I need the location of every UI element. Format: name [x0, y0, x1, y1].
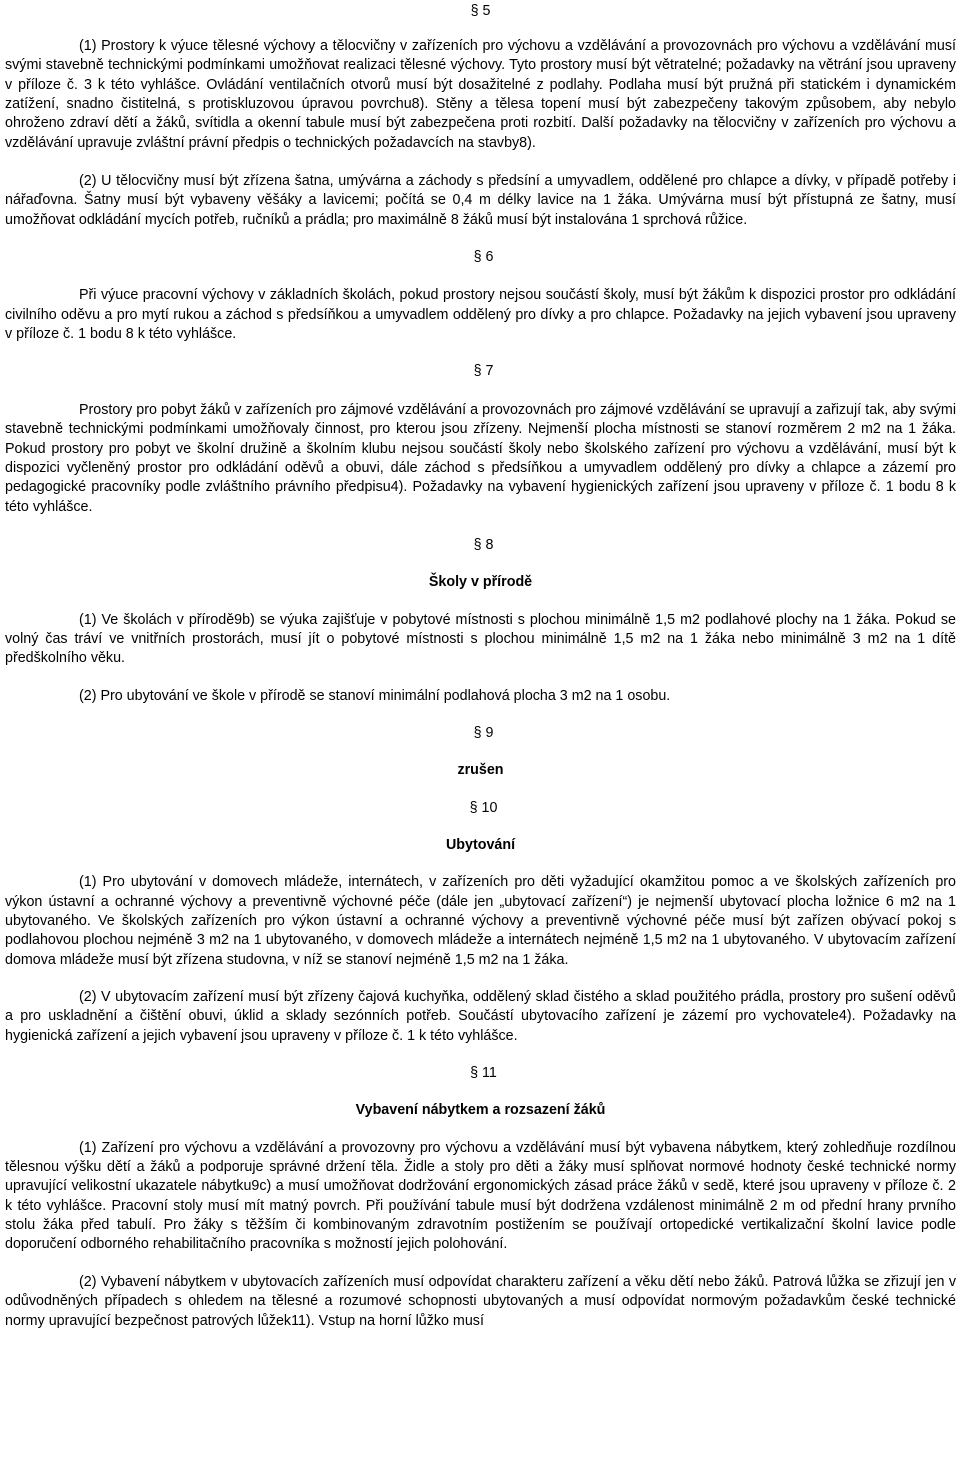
section-5: [5, 0, 956, 230]
section-6: [5, 248, 956, 344]
section-heading: § 6: [473, 249, 494, 266]
paragraph: (1) Pro ubytování v domovech mládeže, internátech, v zařízeních pro děti vyžadující okamžitou pomoc a ve školských zařízeních pro výkon ústavní a ochranné výchovy a preventivně výchovné péče (dále jen „ubytovací zařízení“) je nejmenší ubytovací plocha ložnice 6 m2 na 1 ubytovaného. Ve školských zařízeních pro výkon ústavní a ochranné výchovy a preventivně výchovné péče musí být zařízen obývací pokoj s podlahovou plochou nejméně 3 m2 na 1 ubytovaného, v domovech mládeže a internátech nejméně 1,5 m2 na 1 ubytovaného. V ubytovacím zařízení domova mládeže musí být zřízena studovna, v níž se stanoví nejméně 1,5 m2 na 1 žáka.: [5, 874, 956, 968]
section-10: [5, 799, 956, 1046]
section-title: Školy v přírodě: [428, 574, 533, 591]
section-heading: § 7: [473, 363, 494, 380]
section-title: Vybavení nábytkem a rozsazení žáků: [355, 1102, 606, 1119]
document-page: [5, 0, 956, 1331]
paragraph: Při výuce pracovní výchovy v základních školách, pokud prostory nejsou součástí školy, musí být žákům k dispozici prostor pro odkládání civilního oděvu a pro mytí rukou a záchod s předsíňkou a umyvadlem oddělený pro dívky a pro chlapce. Požadavky na jejich vybavení jsou upraveny v příloze č. 1 bodu 8 k této vyhlášce.: [5, 287, 956, 343]
section-heading: § 10: [469, 799, 498, 816]
section-8: [5, 536, 956, 706]
paragraph: (2) V ubytovacím zařízení musí být zřízeny čajová kuchyňka, oddělený sklad čistého a sklad použitého prádla, prostory pro sušení oděvů a pro uskladnění a čištění obuvi, úklid a sklady sezónních potřeb. Součástí ubytovacího zařízení je zázemí pro vychovatele4). Požadavky na hygienická zařízení a jejich vybavení jsou upraveny v příloze č. 1 k této vyhlášce.: [5, 989, 956, 1044]
paragraph: (2) U tělocvičny musí být zřízena šatna, umývárna a záchody s předsíní a umyvadlem, oddělené pro chlapce a dívky, v případě potřeby i nářaďovna. Šatny musí být vybaveny věšáky a lavicemi; počítá se 0,4 m délky lavice na 1 žáka. Umývárna musí být přístupná ze šatny, musí umožňovat odkládání mycích potřeb, ručníků a prádla; pro maximálně 8 žáků musí být instalována 1 sprchová růžice.: [5, 173, 956, 228]
paragraph: Prostory pro pobyt žáků v zařízeních pro zájmové vzdělávání a provozovnách pro zájmové vzdělávání se upravují a zařizují tak, aby svými stavebně technickými podmínkami umožňovaly činnost, pro kterou jsou zřízeny. Nejmenší plocha místnosti se stanoví rozměrem 2 m2 na 1 žáka. Pokud prostory pro pobyt ve školní družině a školním klubu nejsou součástí školy nebo školského zařízení pro výchovu a vzdělávání, musí být k dispozici vyčleněný prostor pro odkládání oděvů a obuvi, dále záchod s předsíňkou a umyvadlem oddělený pro dívky a chlapce a zázemí pro pedagogické pracovníky podle zvláštního právního předpisu4). Požadavky na vybavení hygienických zařízení jsou upraveny v příloze č. 1 bodu 8 k této vyhlášce.: [5, 401, 956, 515]
paragraph: (1) Prostory k výuce tělesné výchovy a tělocvičny v zařízeních pro výchovu a vzdělávání a provozovnách pro výchovu a vzdělávání musí svými stavebně technickými podmínkami umožňovat realizaci tělesné výchovy. Tyto prostory musí být větratelné; požadavky na větrání jsou upraveny v příloze č. 3 k této vyhlášce. Ovládání ventilačních otvorů musí být dosažitelné z podlahy. Podlaha musí být pružná při statickém i dynamickém zatížení, snadno čistitelná, s protiskluzovou úpravou povrchu8). Stěny a tělesa topení musí být zabezpečeny takovým způsobem, aby nebylo ohroženo zdraví dětí a žáků, svítidla a okenní tabule musí být zabezpečena proti rozbití. Další požadavky na tělocvičny v zařízeních pro výchovu a vzdělávání upravuje zvláštní právní předpis o technických požadavcích na stavby8).: [5, 38, 956, 151]
paragraph: (1) Zařízení pro výchovu a vzdělávání a provozovny pro výchovu a vzdělávání musí být vybavena nábytkem, který zohledňuje rozdílnou tělesnou výšku dětí a žáků a podporuje správné držení těla. Židle a stoly pro děti a žáky musí splňovat normové hodnoty české technické normy upravující velikostní ukazatele nábytku9c) a musí umožňovat dodržování ergonomických zásad práce žáků v sedě, které jsou upraveny v příloze č. 2 k této vyhlášce. Pracovní stoly musí mít matný povrch. Při používání tabule musí být dodržena vzdálenost minimálně 2 m od přední hrany prvního stolu žáka před tabulí. Pro žáky s těžším či kombinovaným zdravotním postižením se používají ortopedické vertikalizační školní lavice podle doporučení odborného rehabilitačního pracovníka s možností jejich polohování.: [5, 1139, 956, 1253]
section-title: zrušen: [457, 762, 504, 779]
section-heading: § 8: [473, 536, 494, 553]
section-title: Ubytování: [445, 836, 516, 853]
section-9: [5, 724, 956, 781]
section-heading: § 5: [470, 3, 491, 19]
paragraph: (1) Ve školách v přírodě9b) se výuka zajišťuje v pobytové místnosti s plochou minimálně 1,5 m2 podlahové plochy na 1 žáka. Pokud se volný čas tráví ve vnitřních prostorách, musí jít o pobytové místnosti s plochou minimálně 1,5 m2 na 1 žáka nebo minimálně 3 m2 na 1 dítě předškolního věku.: [5, 611, 956, 667]
section-7: [5, 362, 956, 516]
paragraph: (2) Vybavení nábytkem v ubytovacích zařízeních musí odpovídat charakteru zařízení a věku dětí nebo žáků. Patrová lůžka se zřizují jen v odůvodněných případech s ohledem na tělesné a rozumové schopnosti ubytovaných a musí odpovídat normovým požadavkům české technické normy upravující bezpečnost patrových lůžek11). Vstup na horní lůžko musí: [5, 1273, 956, 1329]
paragraph: (2) Pro ubytování ve škole v přírodě se stanoví minimální podlahová plocha 3 m2 na 1 osobu.: [79, 687, 671, 704]
section-heading: § 11: [470, 1065, 497, 1082]
section-11: [5, 1064, 956, 1331]
section-heading: § 9: [473, 724, 494, 741]
